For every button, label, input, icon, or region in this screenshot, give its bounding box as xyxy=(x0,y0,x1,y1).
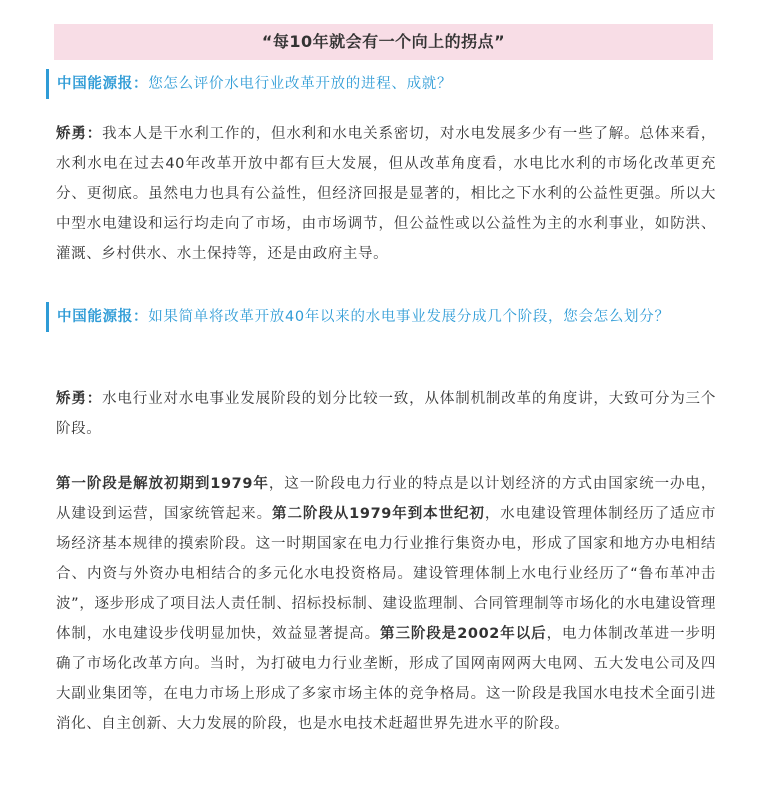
stage-3-heading: 第三阶段是2002年以后 xyxy=(380,626,547,642)
stage-1-text: ，这一阶段电力行业的特点是以计划经济的方式由国家统一办电，从建设到运营，国家统管起来。 xyxy=(56,476,716,522)
stage-1-heading: 第一阶段是解放初期到1979年 xyxy=(56,476,269,492)
question-source: 中国能源报： xyxy=(57,309,149,325)
stage-2-heading: 第二阶段从1979年到本世纪初 xyxy=(272,506,485,522)
stage-3-text: ，电力体制改革进一步明确了市场化改革方向。当时，为打破电力行业垄断，形成了国网南网两大电网、五大发电公司及四大副业集团等，在电力市场上形成了多家市场主体的竞争格局。这一阶段是我国水电技术全面引进消化、自主创新、大力发展的阶段，也是水电技术赶超世界先进水平的阶段。 xyxy=(56,626,716,732)
answer-1 xyxy=(56,119,716,269)
answer-speaker: 矫勇： xyxy=(56,126,103,142)
section-title: “每10年就会有一个向上的拐点” xyxy=(54,24,713,60)
stages-paragraph xyxy=(56,469,716,739)
answer-text: 水电行业对水电事业发展阶段的划分比较一致，从体制机制改革的角度讲，大致可分为三个阶段。 xyxy=(56,391,716,437)
question-text: 如果简单将改革开放40年以来的水电事业发展分成几个阶段，您会怎么划分？ xyxy=(148,309,670,325)
answer-speaker: 矫勇： xyxy=(56,391,103,407)
question-source: 中国能源报： xyxy=(57,76,149,92)
answer-text: 我本人是干水利工作的，但水利和水电关系密切，对水电发展多少有一些了解。总体来看，水利水电在过去40年改革开放中都有巨大发展，但从改革角度看，水电比水利的市场化改革更充分、更彻底。虽然电力也具有公益性，但经济回报是显著的，相比之下水利的公益性更强。所以大中型水电建设和运行均走向了市场，由市场调节，但公益性或以公益性为主的水利事业，如防洪、灌溉、乡村供水、水土保持等，还是由政府主导。 xyxy=(56,126,716,262)
answer-2 xyxy=(56,384,716,444)
question-2 xyxy=(46,302,729,332)
question-1 xyxy=(46,69,729,99)
stage-2-text: ，水电建设管理体制经历了适应市场经济基本规律的摸索阶段。这一时期国家在电力行业推行集资办电，形成了国家和地方办电相结合、内资与外资办电相结合的多元化水电投资格局。建设管理体制上水电行业经历了“鲁布革冲击波”，逐步形成了项目法人责任制、招标投标制、建设监理制、合同管理制等市场化的水电建设管理体制，水电建设步伐明显加快，效益显著提高。 xyxy=(56,506,716,642)
question-text: 您怎么评价水电行业改革开放的进程、成就？ xyxy=(148,76,453,92)
